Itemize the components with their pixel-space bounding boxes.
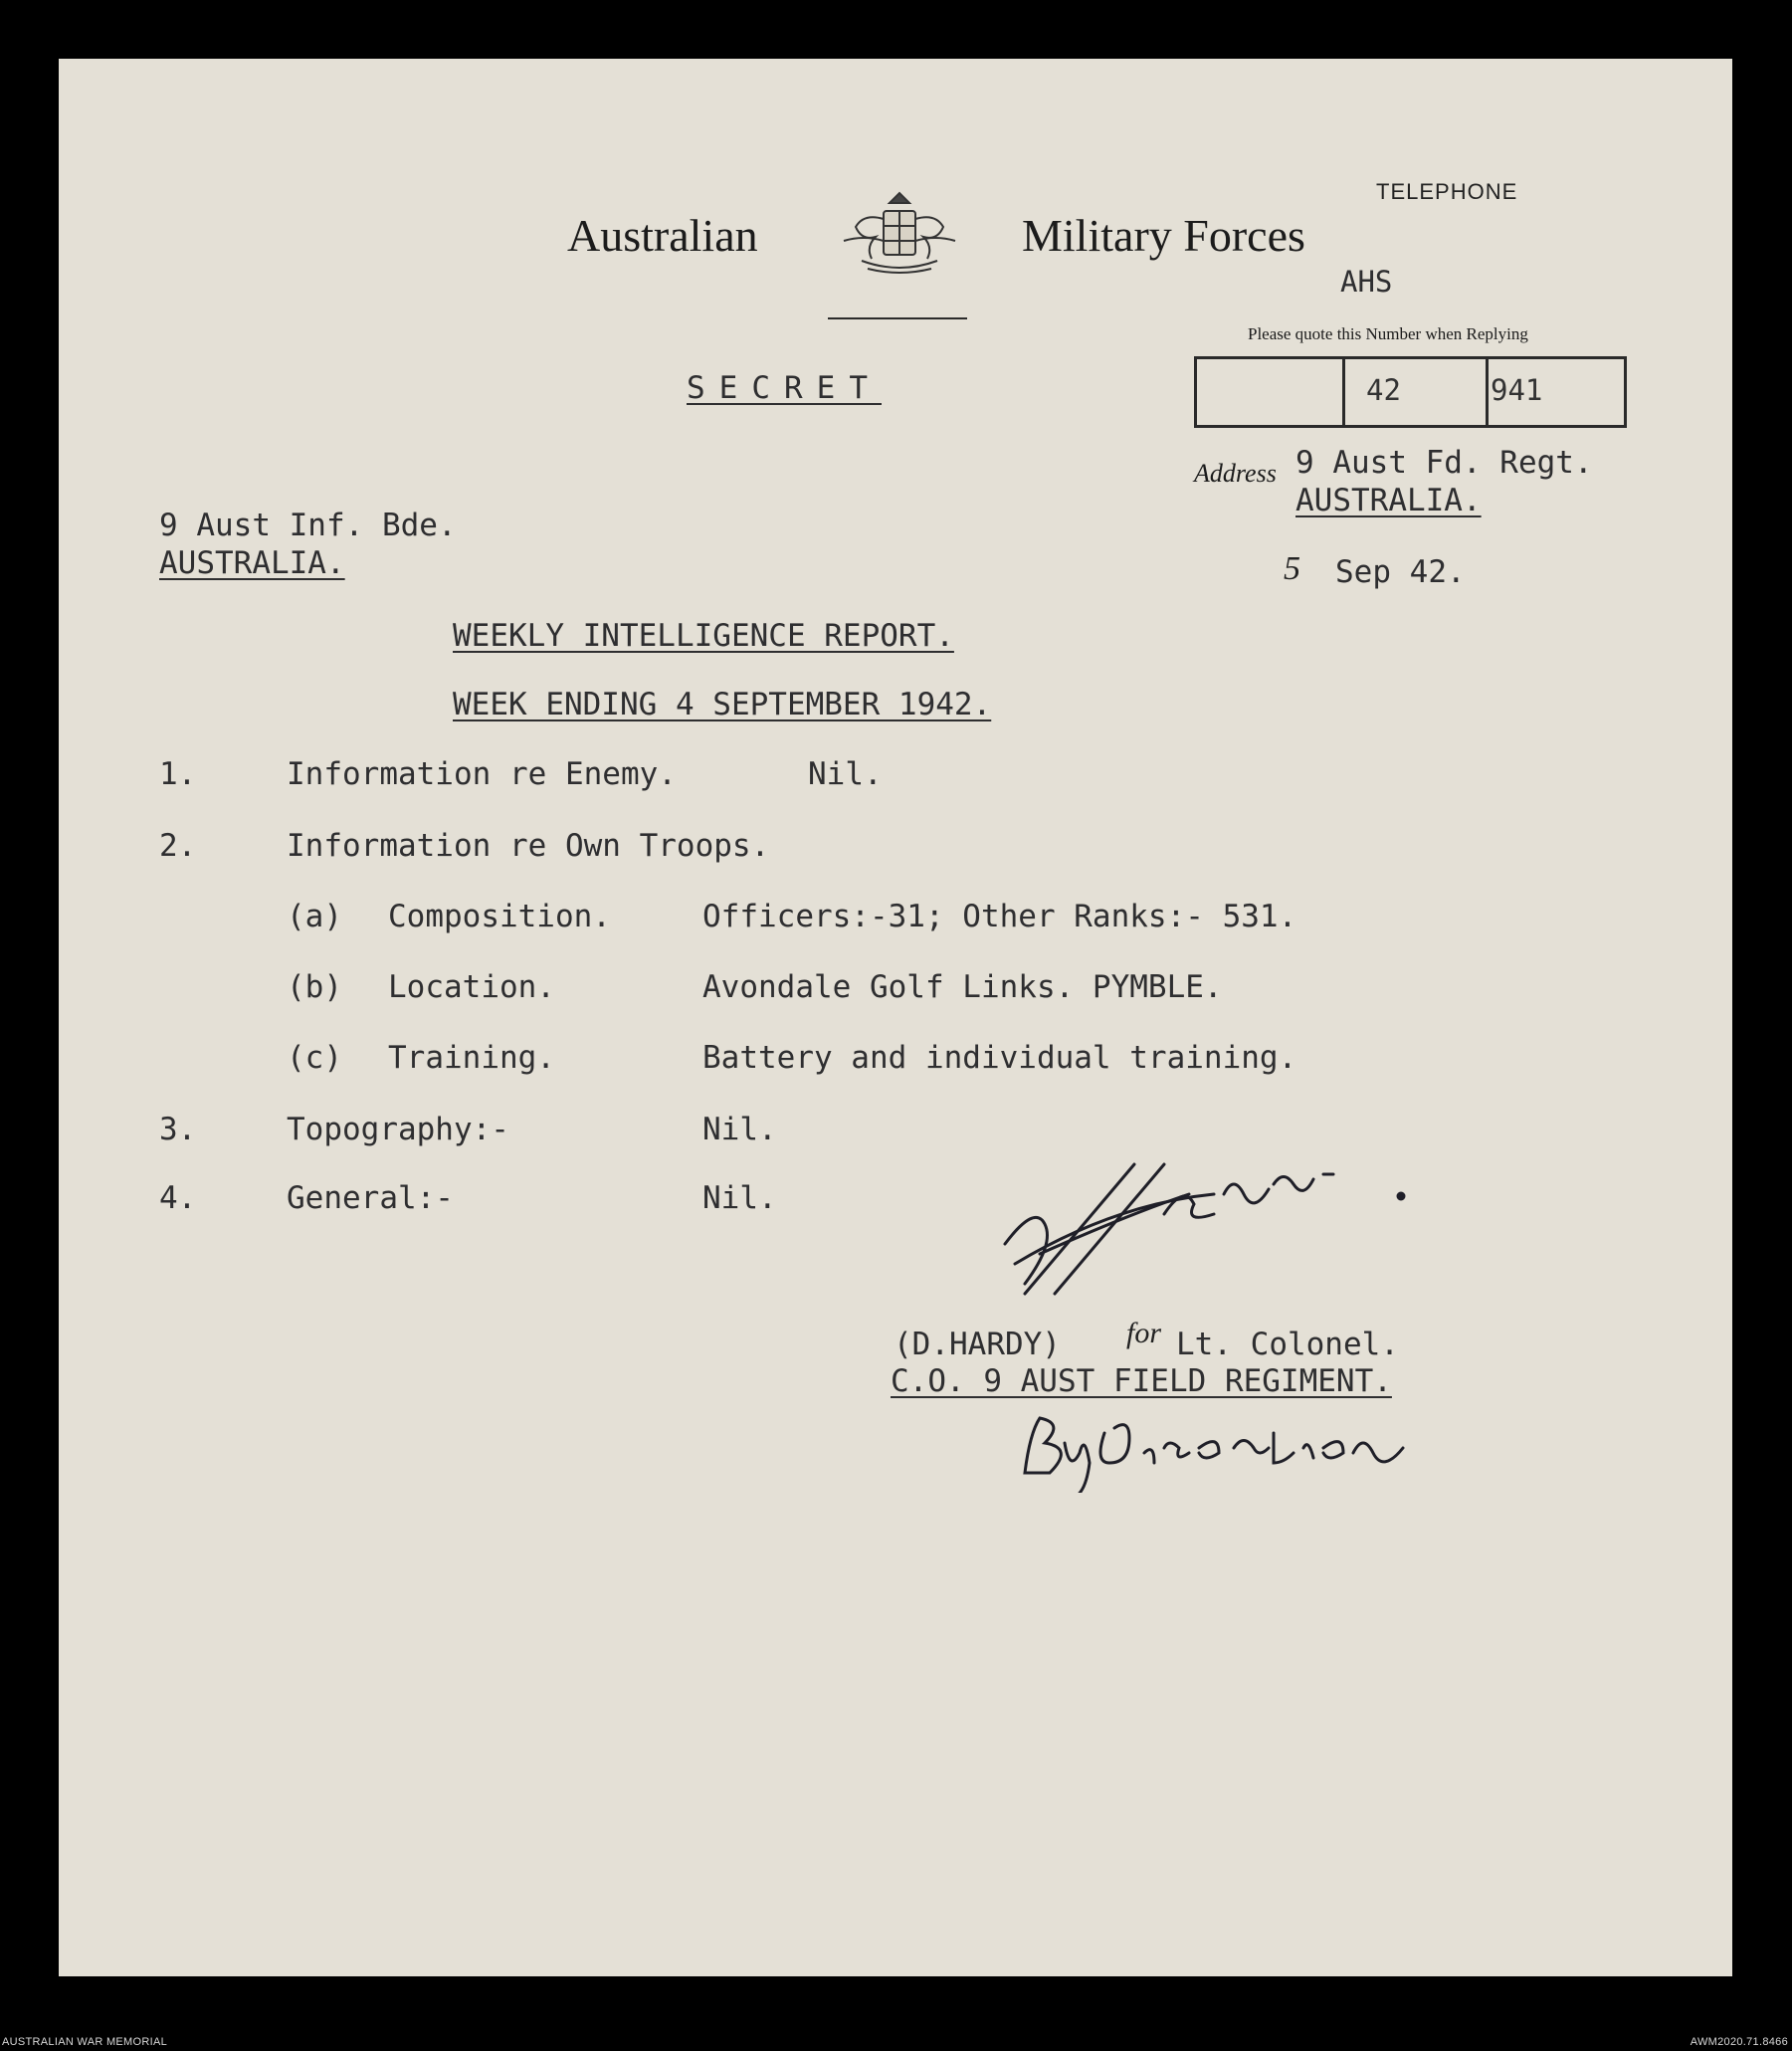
recipient-line: 9 Aust Inf. Bde. (159, 508, 457, 543)
subitem-label: (c) (287, 1040, 342, 1076)
item-number: 4. (159, 1180, 197, 1216)
subitem-value: Battery and individual training. (702, 1040, 1297, 1076)
classification-marking: SECRET (687, 370, 882, 406)
subitem-heading: Composition. (388, 899, 611, 934)
signatory-unit: C.O. 9 AUST FIELD REGIMENT. (891, 1363, 1392, 1399)
item-value: Nil. (702, 1112, 777, 1147)
telephone-label: TELEPHONE (1376, 179, 1518, 204)
subitem-heading: Location. (388, 969, 555, 1005)
subitem-heading: Training. (388, 1040, 555, 1076)
footer-accession-number: AWM2020.71.8466 (1690, 2036, 1788, 2048)
footer-source: AUSTRALIAN WAR MEMORIAL (2, 2036, 168, 2048)
address-line: 9 Aust Fd. Regt. (1295, 445, 1593, 481)
handwritten-date: 5 (1284, 550, 1300, 587)
reference-cell: 42 (1366, 373, 1401, 407)
box-divider (1486, 359, 1489, 425)
item-value: Nil. (808, 756, 883, 792)
handwritten-for: for (1126, 1317, 1162, 1349)
handwritten-signature (985, 1154, 1433, 1314)
subitem-value: Avondale Golf Links. PYMBLE. (702, 969, 1223, 1005)
reference-number-box (1194, 356, 1627, 428)
reference-cell: 941 (1491, 373, 1543, 407)
address-label: Address (1194, 459, 1277, 488)
report-subtitle: WEEK ENDING 4 SEPTEMBER 1942. (453, 687, 992, 722)
letterhead-left-word: Australian (567, 210, 758, 261)
document-page (59, 59, 1732, 1976)
item-number: 2. (159, 828, 197, 864)
quote-number-label: Please quote this Number when Replying (1248, 324, 1528, 343)
subitem-label: (a) (287, 899, 342, 934)
letterhead-right-word: Military Forces (1022, 210, 1305, 261)
item-value: Nil. (702, 1180, 777, 1216)
date-text: Sep 42. (1335, 554, 1466, 590)
item-heading: Information re Enemy. (287, 756, 677, 792)
coat-of-arms-icon (834, 189, 965, 279)
item-heading: Information re Own Troops. (287, 828, 770, 864)
item-number: 1. (159, 756, 197, 792)
telephone-value: AHS (1340, 265, 1393, 299)
item-heading: Topography:- (287, 1112, 509, 1147)
subitem-value: Officers:-31; Other Ranks:- 531. (702, 899, 1297, 934)
signatory-rank: Lt. Colonel. (1176, 1327, 1399, 1362)
item-heading: General:- (287, 1180, 454, 1216)
letterhead-rule (828, 317, 967, 319)
signatory-name: (D.HARDY) (894, 1327, 1061, 1362)
address-line: AUSTRALIA. (1295, 483, 1482, 518)
handwritten-by-direction (1005, 1403, 1433, 1493)
report-title: WEEKLY INTELLIGENCE REPORT. (453, 618, 954, 654)
recipient-line: AUSTRALIA. (159, 545, 345, 581)
item-number: 3. (159, 1112, 197, 1147)
box-divider (1342, 359, 1345, 425)
subitem-label: (b) (287, 969, 342, 1005)
